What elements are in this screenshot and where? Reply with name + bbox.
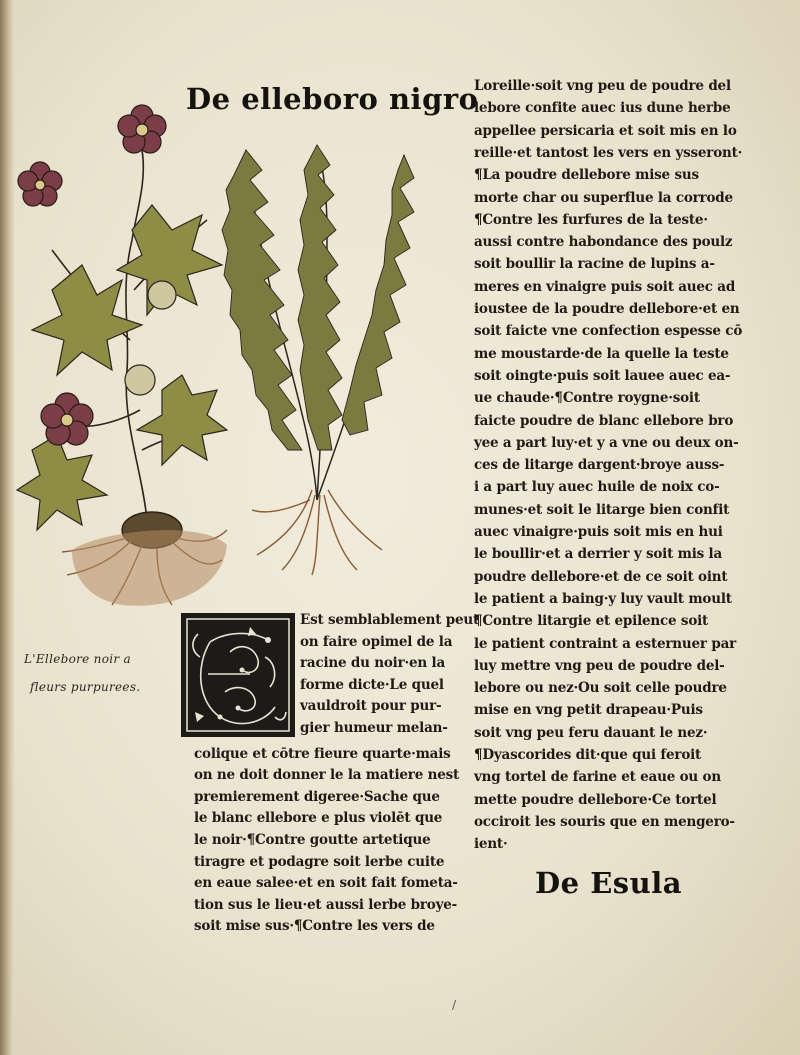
right-column-line: morte char ou superflue la corrode — [474, 189, 733, 206]
right-column-line: le patient contraint a esternuer par — [474, 635, 737, 652]
right-column-line: le boullir·et a derrier y soit mis la — [474, 546, 723, 563]
left-column-line: le noir·¶Contre goutte artetique — [194, 832, 431, 848]
right-column-line: ces de litarge dargent·broye auss- — [474, 457, 725, 474]
right-column-line: occiroit les souris que en mengero- — [474, 813, 735, 830]
right-column-line: ¶La poudre dellebore mise sus — [474, 167, 699, 184]
right-column-line: le patient a baing·y luy vault moult — [474, 590, 732, 607]
left-column-line: tiragre et podagre soit lerbe cuite — [194, 853, 445, 870]
left-column-line: racine du noir·en la — [300, 655, 446, 672]
right-column-line: ¶Dyascorides dit·que qui feroit — [474, 747, 702, 763]
right-column-line: vng tortel de farine et eaue ou on — [474, 769, 721, 786]
left-column-line: le blanc ellebore e plus violēt que — [194, 810, 443, 827]
left-column-line: forme dicte·Le quel — [300, 676, 444, 693]
right-column-line: lebore confite auec ius dune herbe — [474, 100, 731, 117]
right-column-line: lebore ou nez·Ou soit celle poudre — [474, 680, 727, 697]
left-column-line: on ne doit donner le la matiere nest — [194, 767, 460, 784]
left-column-line: tion sus le lieu·et aussi lerbe broye- — [194, 896, 458, 913]
right-column-line: ient· — [474, 836, 508, 853]
right-column-line: soit boullir la racine de lupins a- — [474, 256, 715, 273]
left-column-line: on faire opimel de la — [300, 633, 453, 650]
right-column-line: aussi contre habondance des poulz — [474, 234, 733, 251]
right-column-line: yee a part luy·et y a vne ou deux on- — [474, 434, 739, 451]
page-heading: De elleboro nigro — [186, 82, 479, 116]
left-column-line: gier humeur melan- — [300, 720, 448, 736]
right-column-line: luy mettre vng peu de poudre del- — [474, 657, 725, 674]
left-column-line: soit mise sus·¶Contre les vers de — [194, 918, 435, 935]
right-column-line: reille·et tantost les vers en ysseront· — [474, 144, 743, 161]
right-column-line: meres en vinaigre puis soit auec ad — [474, 278, 736, 295]
caption-line-1: L'Ellebore noir a — [24, 652, 131, 666]
ink-mark: / — [452, 998, 457, 1012]
left-column-line: Est semblablement peut — [300, 612, 480, 628]
right-column-line: poudre dellebore·et de ce soit oint — [474, 568, 728, 585]
right-column-line: Loreille·soit vng peu de poudre del — [474, 78, 731, 94]
right-column-line: auec vinaigre·puis soit mis en hui — [474, 524, 723, 540]
right-column-line: appellee persicaria et soit mis en lo — [474, 122, 737, 139]
right-column-line: mise en vng petit drapeau·Puis — [474, 702, 703, 719]
left-column-line: colique et cōtre fieure quarte·mais — [194, 745, 451, 762]
section-heading: De Esula — [535, 866, 683, 900]
right-column-line: i a part luy auec huile de noix co- — [474, 479, 720, 496]
hellebore-woodcut — [12, 90, 452, 620]
left-column-line: vauldroit pour pur- — [300, 698, 442, 715]
right-column-line: ¶Contre les furfures de la teste· — [474, 211, 708, 228]
initial-e-woodcut — [180, 612, 296, 738]
right-column-line: me moustarde·de la quelle la teste — [474, 345, 729, 362]
right-column-line: ioustee de la poudre dellebore·et en — [474, 301, 740, 317]
right-column-line: ue chaude·¶Contre roygne·soit — [474, 390, 700, 407]
right-column-line: ¶Contre litargie et epilence soit — [474, 613, 709, 630]
left-column-line: premierement digeree·Sache que — [194, 788, 440, 805]
left-column-line: en eaue salee·et en soit fait fometa- — [194, 875, 458, 892]
caption-line-2: fleurs purpurees. — [30, 680, 141, 694]
right-column-line: munes·et soit le litarge bien confit — [474, 501, 730, 518]
right-column-line: soit oingte·puis soit lauee auec ea- — [474, 367, 731, 384]
right-column-line: mette poudre dellebore·Ce tortel — [474, 791, 717, 808]
right-column-line: faicte poudre de blanc ellebore bro — [474, 412, 734, 429]
right-column-line: soit faicte vne confection espesse cō — [474, 323, 743, 340]
right-column-line: soit vng peu feru dauant le nez· — [474, 724, 708, 741]
